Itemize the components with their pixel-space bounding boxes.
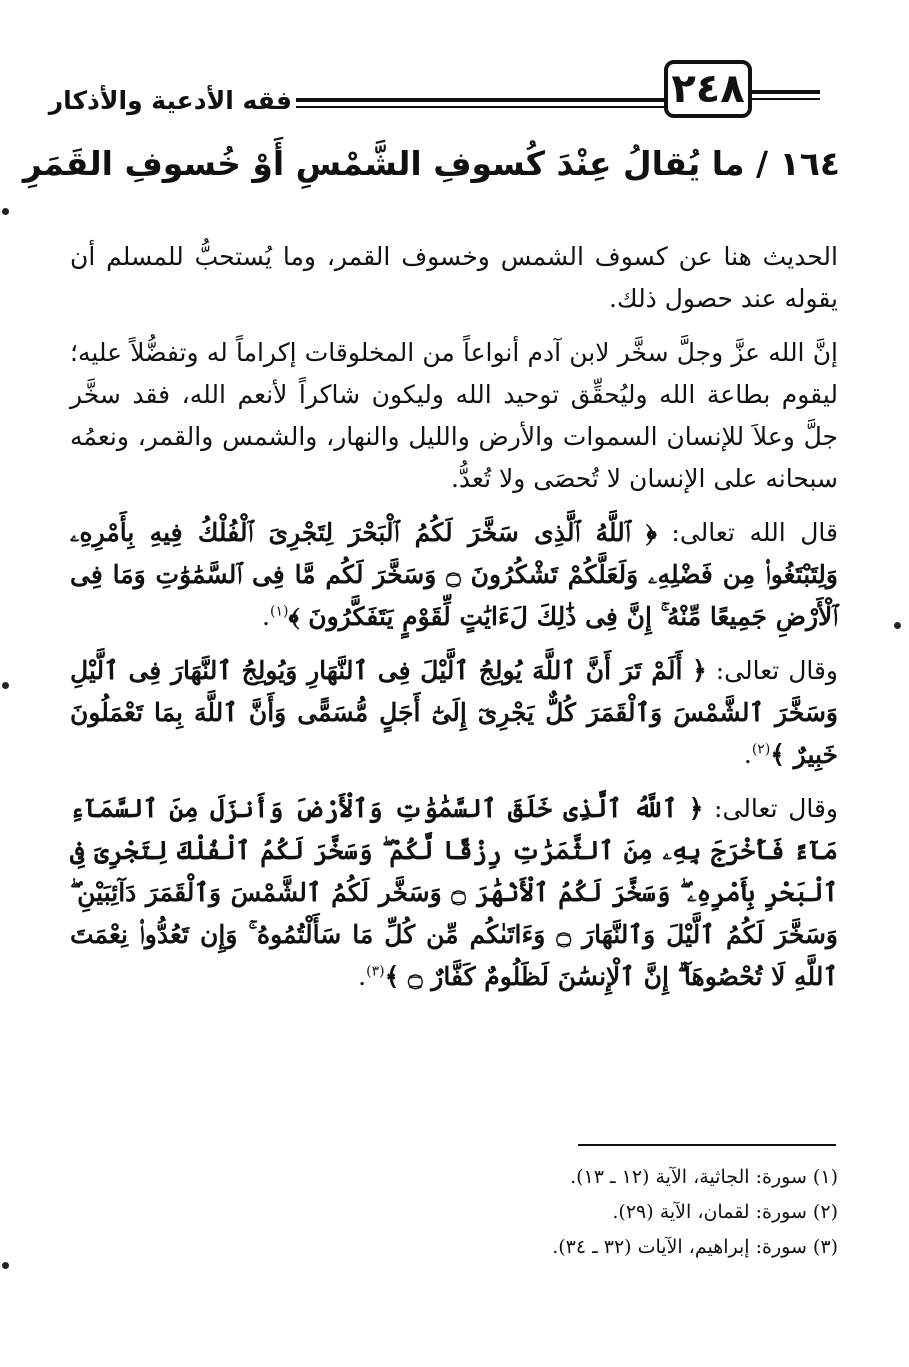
scan-margin-mark [894,622,901,629]
footnote-item: (١) سورة: الجاثية، الآية (١٢ ـ ١٣). [570,1166,838,1188]
chapter-title: ١٦٤ / ما يُقالُ عِنْدَ كُسوفِ الشَّمْسِ أَوْ خُسوفِ القَمَرِ [22,144,840,183]
scan-margin-mark [2,682,9,689]
page-number: ٢٤٨ [664,60,752,118]
scan-margin-mark [2,1262,9,1269]
paragraph-2: إنَّ الله عزَّ وجلَّ سخَّر لابن آدم أنواعاً من المخلوقات إكراماً له وتفضُّلاً عليه؛ ليقوم بطاعة الله وليُحقِّق توحيد الله وليكون شاكراً لأنعم الله، فقد سخَّر جلَّ وعلاَ للإنسان السموات والأرض والليل والنهار، والشمس والقمر، ونعمُه سبحانه على الإنسان لا تُحصَى ولا تُعدُّ. [70,338,838,493]
header-rule-right-thick [752,90,820,94]
scan-margin-mark [2,208,9,215]
page-header [0,0,909,140]
paragraph-5: وقال تعالى: ﴿ ٱللَّهُ ٱلَّذِى خَلَقَ ٱلسَّمَٰوَٰتِ وَٱلْأَرْضَ وَأَنزَلَ مِنَ ٱلسَّمَآءِ مَآءً فَأَخْرَجَ بِهِۦ مِنَ ٱلثَّمَرَٰتِ رِزْقًا لَّكُمْ ۖ وَسَخَّرَ لَكُمُ ٱلْفُلْكَ لِتَجْرِىَ فِى ٱلْبَحْرِ بِأَمْرِهِۦ ۖ وَسَخَّرَ لَكُمُ ٱلْأَنْهَٰرَ ۝ وَسَخَّر لَكُمُ ٱلشَّمْسَ وَٱلْقَمَرَ دَآئِبَيْنِ ۖ وَسَخَّرَ لَكُمُ ٱلَّيْلَ وَٱلنَّهَارَ ۝ وَءَاتَىٰكُم مِّن كُلِّ مَا سَأَلْتُمُوهُ ۚ وَإِن تَعُدُّوا۟ نِعْمَتَ ٱللَّهِ لَا تُحْصُوهَآ ۗ إِنَّ ٱلْإِنسَٰنَ لَظَلُومٌ كَفَّارٌ ۝ ﴾$^{(٣)}$. [70,794,839,991]
footnote-ref: (١) [270,603,289,620]
footnote-ref: (٢) [751,741,771,758]
footnote-ref: (٣) [366,963,385,980]
footnote-item: (٢) سورة: لقمان، الآية (٢٩). [612,1201,838,1223]
verse-intro: وقال تعالى: [703,794,839,823]
footnote-divider [578,1144,836,1146]
paragraph-4: وقال تعالى: ﴿ أَلَمْ تَرَ أَنَّ ٱللَّهَ يُولِجُ ٱلَّيْلَ فِى ٱلنَّهَارِ وَيُولِجُ ٱلنَّهَارَ فِى ٱلَّيْلِ وَسَخَّرَ ٱلشَّمْسَ وَٱلْقَمَرَ كُلٌّ يَجْرِىٓ إِلَىٰٓ أَجَلٍ مُّسَمًّى وَأَنَّ ٱللَّهَ بِمَا تَعْمَلُونَ خَبِيرٌ ﴾$^{(٢)}$. [70,656,838,769]
quran-verse: ﴿ ٱللَّهُ ٱلَّذِى سَخَّرَ لَكُمُ ٱلْبَحْرَ لِتَجْرِىَ ٱلْفُلْكُ فِيهِ بِأَمْرِهِۦ وَلِتَبْتَغُوا۟ مِن فَضْلِهِۦ وَلَعَلَّكُمْ تَشْكُرُونَ ۝ وَسَخَّرَ لَكُم مَّا فِى ٱلسَّمَٰوَٰتِ وَمَا فِى ٱلْأَرْضِ جَمِيعًا مِّنْهُ ۚ إِنَّ فِى ذَٰلِكَ لَءَايَٰتٍ لِّقَوْمٍ يَتَفَكَّرُونَ ﴾ [70,518,838,631]
header-rule-right-thin [752,98,820,100]
quran-verse: ﴿ أَلَمْ تَرَ أَنَّ ٱللَّهَ يُولِجُ ٱلَّيْلَ فِى ٱلنَّهَارِ وَيُولِجُ ٱلنَّهَارَ فِى ٱلَّيْلِ وَسَخَّرَ ٱلشَّمْسَ وَٱلْقَمَرَ كُلٌّ يَجْرِىٓ إِلَىٰٓ أَجَلٍ مُّسَمًّى وَأَنَّ ٱللَّهَ بِمَا تَعْمَلُونَ خَبِيرٌ ﴾ [70,656,838,769]
paragraph-3: قال الله تعالى: ﴿ ٱللَّهُ ٱلَّذِى سَخَّرَ لَكُمُ ٱلْبَحْرَ لِتَجْرِىَ ٱلْفُلْكُ فِيهِ بِأَمْرِهِۦ وَلِتَبْتَغُوا۟ مِن فَضْلِهِۦ وَلَعَلَّكُمْ تَشْكُرُونَ ۝ وَسَخَّرَ لَكُم مَّا فِى ٱلسَّمَٰوَٰتِ وَمَا فِى ٱلْأَرْضِ جَمِيعًا مِّنْهُ ۚ إِنَّ فِى ذَٰلِكَ لَءَايَٰتٍ لِّقَوْمٍ يَتَفَكَّرُونَ ﴾$^{(١)}$. [70,518,838,631]
body-text [70,236,838,1010]
footnotes [300,1160,838,1265]
verse-intro: قال الله تعالى: [656,518,838,547]
verse-intro: وقال تعالى: [706,656,838,685]
header-rule-left-thin [296,106,664,108]
running-title: فقه الأدعية والأذكار [48,86,292,115]
footnote-item: (٣) سورة: إبراهيم، الآيات (٣٢ ـ ٣٤). [552,1236,838,1258]
paragraph-1: الحديث هنا عن كسوف الشمس وخسوف القمر، وما يُستحبُّ للمسلم أن يقوله عند حصول ذلك. [70,242,838,313]
header-rule-left-thick [296,98,664,102]
quran-verse: ﴿ ٱللَّهُ ٱلَّذِى خَلَقَ ٱلسَّمَٰوَٰتِ وَٱلْأَرْضَ وَأَنزَلَ مِنَ ٱلسَّمَآءِ مَآءً فَأَخْرَجَ بِهِۦ مِنَ ٱلثَّمَرَٰتِ رِزْقًا لَّكُمْ ۖ وَسَخَّرَ لَكُمُ ٱلْفُلْكَ لِتَجْرِىَ فِى ٱلْبَحْرِ بِأَمْرِهِۦ ۖ وَسَخَّرَ لَكُمُ ٱلْأَنْهَٰرَ ۝ وَسَخَّر لَكُمُ ٱلشَّمْسَ وَٱلْقَمَرَ دَآئِبَيْنِ ۖ وَسَخَّرَ لَكُمُ ٱلَّيْلَ وَٱلنَّهَارَ ۝ وَءَاتَىٰكُم مِّن كُلِّ مَا سَأَلْتُمُوهُ ۚ وَإِن تَعُدُّوا۟ نِعْمَتَ ٱللَّهِ لَا تُحْصُوهَآ ۗ إِنَّ ٱلْإِنسَٰنَ لَظَلُومٌ كَفَّارٌ ۝ ﴾ [70,794,839,991]
